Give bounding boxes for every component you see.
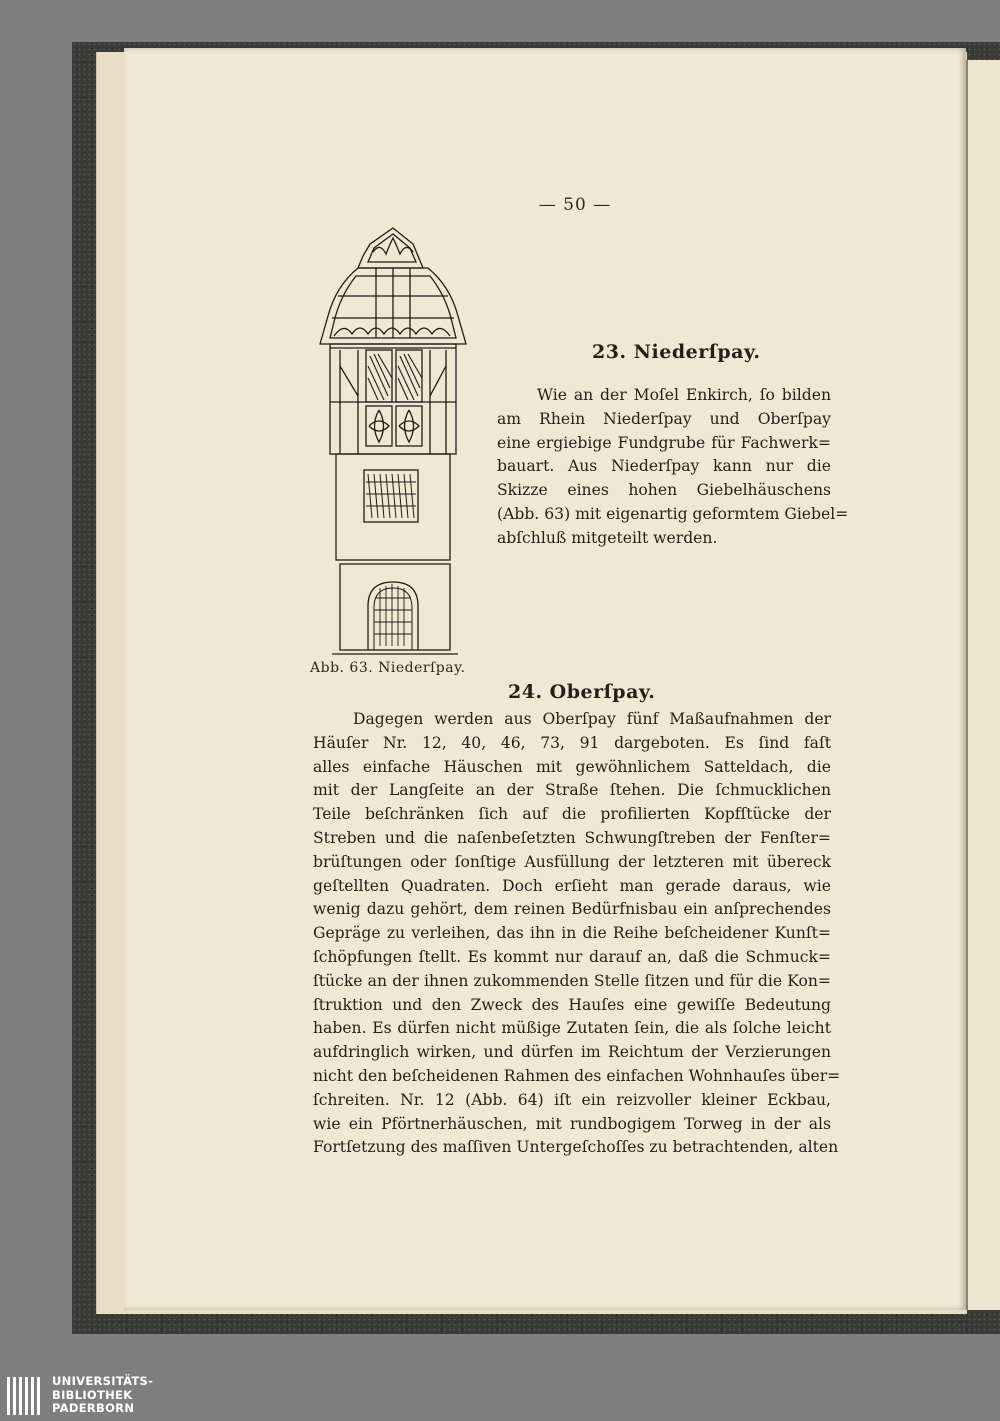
text-line: am Rhein Niederſpay und Oberſpay — [497, 409, 831, 428]
section-heading-23: 23. Niederſpay. — [592, 341, 761, 363]
section-24-text — [313, 708, 841, 1160]
text-line: wie ein Pförtnerhäuschen, mit rundbogigem Torweg in der als — [313, 1114, 831, 1133]
logo-line: BIBLIOTHEK — [52, 1387, 133, 1402]
text-line: Skizze eines hohen Giebelhäuschens — [497, 481, 831, 500]
text-line: (Abb. 63) mit eigenartig geformtem Giebel= — [497, 504, 849, 523]
text-line: alles einfache Häuschen mit gewöhnlichem Satteldach, die — [313, 757, 831, 776]
text-line: geſtellten Quadraten. Doch erſieht man gerade daraus, wie — [313, 876, 831, 895]
text-line: Häuſer Nr. 12, 40, 46, 73, 91 dargeboten. Es ſind faſt — [313, 733, 831, 752]
text-line: Dagegen werden aus Oberſpay fünf Maßaufnahmen der — [353, 710, 831, 728]
text-line: bauart. Aus Niederſpay kann nur die — [497, 457, 831, 476]
text-line: ſchöpfungen ſtellt. Es kommt nur darauf an, daß die Schmuck= — [313, 947, 831, 966]
text-line: ſtruktion und den Zweck des Hauſes eine gewiſſe Bedeutung — [313, 995, 831, 1014]
figure-caption: Abb. 63. Niederſpay. — [310, 660, 466, 676]
section-heading-24: 24. Oberſpay. — [508, 681, 656, 703]
text-line: nicht den beſcheidenen Rahmen des einfachen Wohnhauſes über= — [313, 1066, 841, 1085]
text-line: Fortſetzung des maſſiven Untergeſchoſſes zu betrachtenden, alten — [313, 1138, 839, 1157]
text-line: abſchluß mitgeteilt werden. — [497, 528, 718, 547]
text-line: aufdringlich wirken, und dürfen im Reichtum der Verzierungen — [313, 1043, 831, 1062]
library-logo-icon — [5, 1375, 45, 1417]
text-line: ſchreiten. Nr. 12 (Abb. 64) iſt ein reizvoller kleiner Eckbau, — [313, 1090, 831, 1109]
text-line: Streben und die naſenbeſetzten Schwungſtreben der Fenſter= — [313, 828, 831, 847]
text-line: mit der Langſeite an der Straße ſtehen. Die ſchmucklichen — [313, 781, 831, 800]
library-logo-text — [52, 1375, 153, 1416]
text-line: Gepräge zu verleihen, das ihn in die Reihe beſcheidener Kunſt= — [313, 924, 831, 943]
page-number: — 50 — — [538, 195, 612, 215]
text-line: wenig dazu gehört, dem reinen Bedürfnisbau ein anſprechendes — [313, 900, 831, 919]
library-footer-bar — [0, 1371, 1000, 1421]
section-23-text — [497, 384, 849, 551]
text-line: haben. Es dürfen nicht müßige Zutaten ſein, die als ſolche leicht — [313, 1019, 831, 1038]
logo-line: PADERBORN — [52, 1401, 135, 1415]
text-line: ſtücke an der ihnen zukommenden Stelle ſitzen und für die Kon= — [313, 971, 831, 990]
house-sketch-figure — [318, 226, 468, 656]
text-line: Teile beſchränken ſich auf die profilierten Kopfſtücke der — [313, 805, 831, 824]
text-line: eine ergiebige Fundgrube für Fachwerk= — [497, 433, 831, 452]
logo-line: UNIVERSITÄTS- — [52, 1374, 154, 1388]
text-line: Wie an der Moſel Enkirch, ſo bilden — [537, 386, 831, 404]
facing-page-edge — [966, 60, 1000, 1310]
text-line: brüſtungen oder ſonſtige Ausfüllung der letzteren mit übereck — [313, 852, 831, 871]
